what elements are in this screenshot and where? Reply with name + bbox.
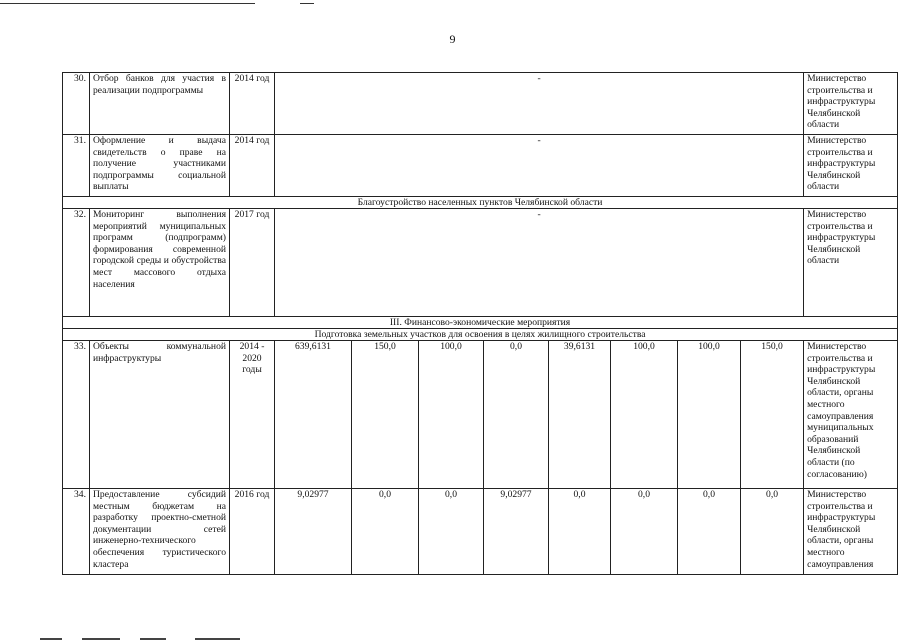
scan-artifact-top-short xyxy=(300,3,314,4)
amount-year: 0,0 xyxy=(484,341,549,489)
amount-year: 0,0 xyxy=(549,489,611,575)
measure-name: Объекты коммунальной инфраструктуры xyxy=(90,341,230,489)
row-number: 33. xyxy=(63,341,90,489)
measure-year: 2016 год xyxy=(230,489,275,575)
row-number: 30. xyxy=(63,73,90,135)
measure-funding-dash: - xyxy=(275,209,804,317)
measure-name: Отбор банков для участия в реализации подпрограммы xyxy=(90,73,230,135)
responsible-party: Министерство строительства и инфраструктуры Челябинской области, органы местного самоуправления муниципальных образований Челябинской области (по согласованию) xyxy=(804,341,898,489)
measure-year: 2014 год xyxy=(230,135,275,197)
responsible-party: Министерство строительства и инфраструктуры Челябинской области, органы местного самоуправления xyxy=(804,489,898,575)
row-number: 34. xyxy=(63,489,90,575)
amount-year: 0,0 xyxy=(678,489,741,575)
amount-year: 100,0 xyxy=(611,341,678,489)
amount-year: 100,0 xyxy=(419,341,484,489)
section-title-finance: III. Финансово-экономические мероприятия xyxy=(63,317,898,329)
table-row xyxy=(63,73,898,135)
table-row xyxy=(63,489,898,575)
responsible-party: Министерство строительства и инфраструктуры Челябинской области xyxy=(804,135,898,197)
amount-year: 0,0 xyxy=(741,489,804,575)
section-row xyxy=(63,197,898,209)
amount-year: 39,6131 xyxy=(549,341,611,489)
scan-artifact-top xyxy=(0,3,255,4)
measures-table xyxy=(62,72,898,575)
section-row xyxy=(63,317,898,329)
section-title-improvement: Благоустройство населенных пунктов Челябинской области xyxy=(63,197,898,209)
table-row xyxy=(63,135,898,197)
amount-year: 0,0 xyxy=(419,489,484,575)
measure-name: Оформление и выдача свидетельств о праве на получение участниками подпрограммы социальной выплаты xyxy=(90,135,230,197)
page-number: 9 xyxy=(449,32,456,46)
scan-artifact-bottom xyxy=(0,636,905,640)
measure-name: Предоставление субсидий местным бюджетам на разработку проектно-сметной документации сетей инженерно-технического обеспечения туристического кластера xyxy=(90,489,230,575)
section-title-land: Подготовка земельных участков для освоения в целях жилищного строительства xyxy=(63,329,898,341)
section-row xyxy=(63,329,898,341)
amount-total: 9,02977 xyxy=(275,489,352,575)
responsible-party: Министерство строительства и инфраструктуры Челябинской области xyxy=(804,209,898,317)
amount-year: 0,0 xyxy=(611,489,678,575)
measure-year: 2014 - 2020 годы xyxy=(230,341,275,489)
row-number: 31. xyxy=(63,135,90,197)
table-row xyxy=(63,209,898,317)
measure-funding-dash: - xyxy=(275,135,804,197)
amount-year: 9,02977 xyxy=(484,489,549,575)
table-row xyxy=(63,341,898,489)
amount-year: 150,0 xyxy=(741,341,804,489)
amount-year: 100,0 xyxy=(678,341,741,489)
row-number: 32. xyxy=(63,209,90,317)
responsible-party: Министерство строительства и инфраструктуры Челябинской области xyxy=(804,73,898,135)
measure-name: Мониторинг выполнения мероприятий муниципальных программ (подпрограмм) формирования современной городской среды и обустройства мест массового отдыха населения xyxy=(90,209,230,317)
measure-funding-dash: - xyxy=(275,73,804,135)
amount-year: 0,0 xyxy=(352,489,419,575)
measure-year: 2014 год xyxy=(230,73,275,135)
measure-year: 2017 год xyxy=(230,209,275,317)
amount-total: 639,6131 xyxy=(275,341,352,489)
amount-year: 150,0 xyxy=(352,341,419,489)
